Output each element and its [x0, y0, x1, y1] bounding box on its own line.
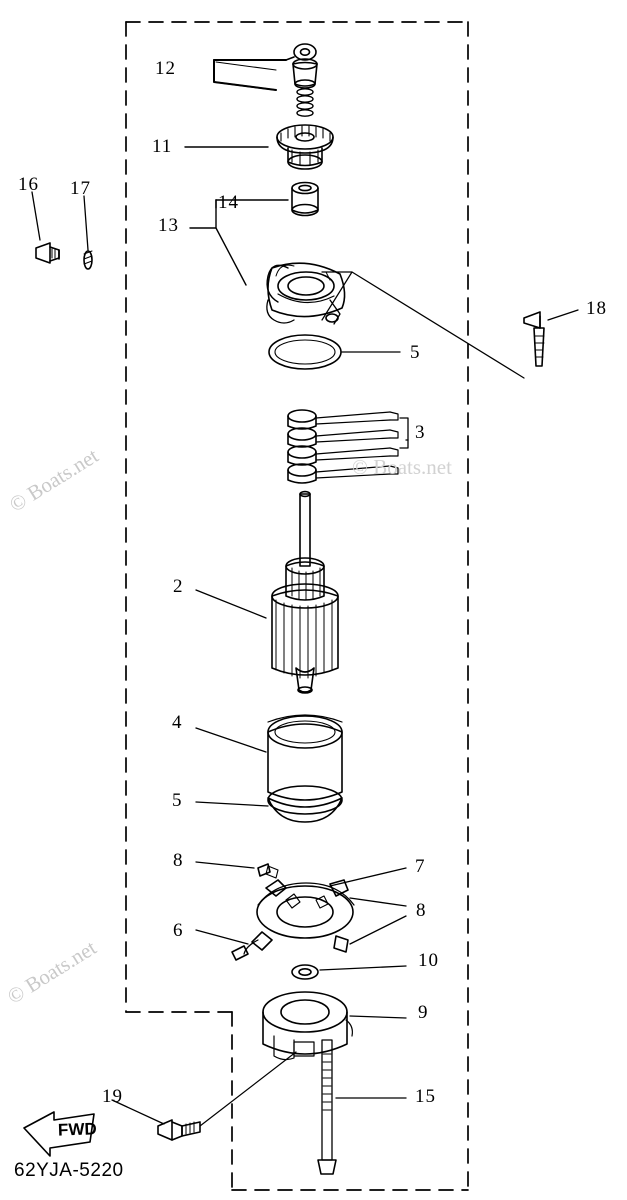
callout-8-right: 8: [416, 900, 427, 921]
callout-7: 7: [415, 856, 426, 877]
callout-18: 18: [586, 298, 607, 319]
watermark: © Boats.net: [4, 443, 103, 517]
callout-17: 17: [70, 178, 91, 199]
callout-12-top: 12: [155, 58, 176, 79]
callout-8-left: 8: [173, 850, 184, 871]
callout-10: 10: [418, 950, 439, 971]
callout-19: 19: [102, 1086, 123, 1107]
callout-15: 15: [415, 1086, 436, 1107]
watermark: © Boats.net: [2, 935, 101, 1009]
callout-4: 4: [172, 712, 183, 733]
callout-9: 9: [418, 1002, 429, 1023]
callout-14: 14: [218, 192, 239, 213]
callout-6: 6: [173, 920, 184, 941]
fwd-arrow-label: FWD: [57, 1119, 98, 1140]
part-code: 62YJA-5220: [14, 1160, 124, 1181]
callout-3: 3: [415, 422, 426, 443]
callout-11: 11: [152, 136, 173, 157]
callout-5-upper: 5: [410, 342, 421, 363]
callout-2: 2: [173, 576, 184, 597]
callout-5-lower: 5: [172, 790, 183, 811]
callout-16: 16: [18, 174, 39, 195]
callout-13: 13: [158, 215, 179, 236]
watermark: © Boats.net: [352, 455, 452, 479]
